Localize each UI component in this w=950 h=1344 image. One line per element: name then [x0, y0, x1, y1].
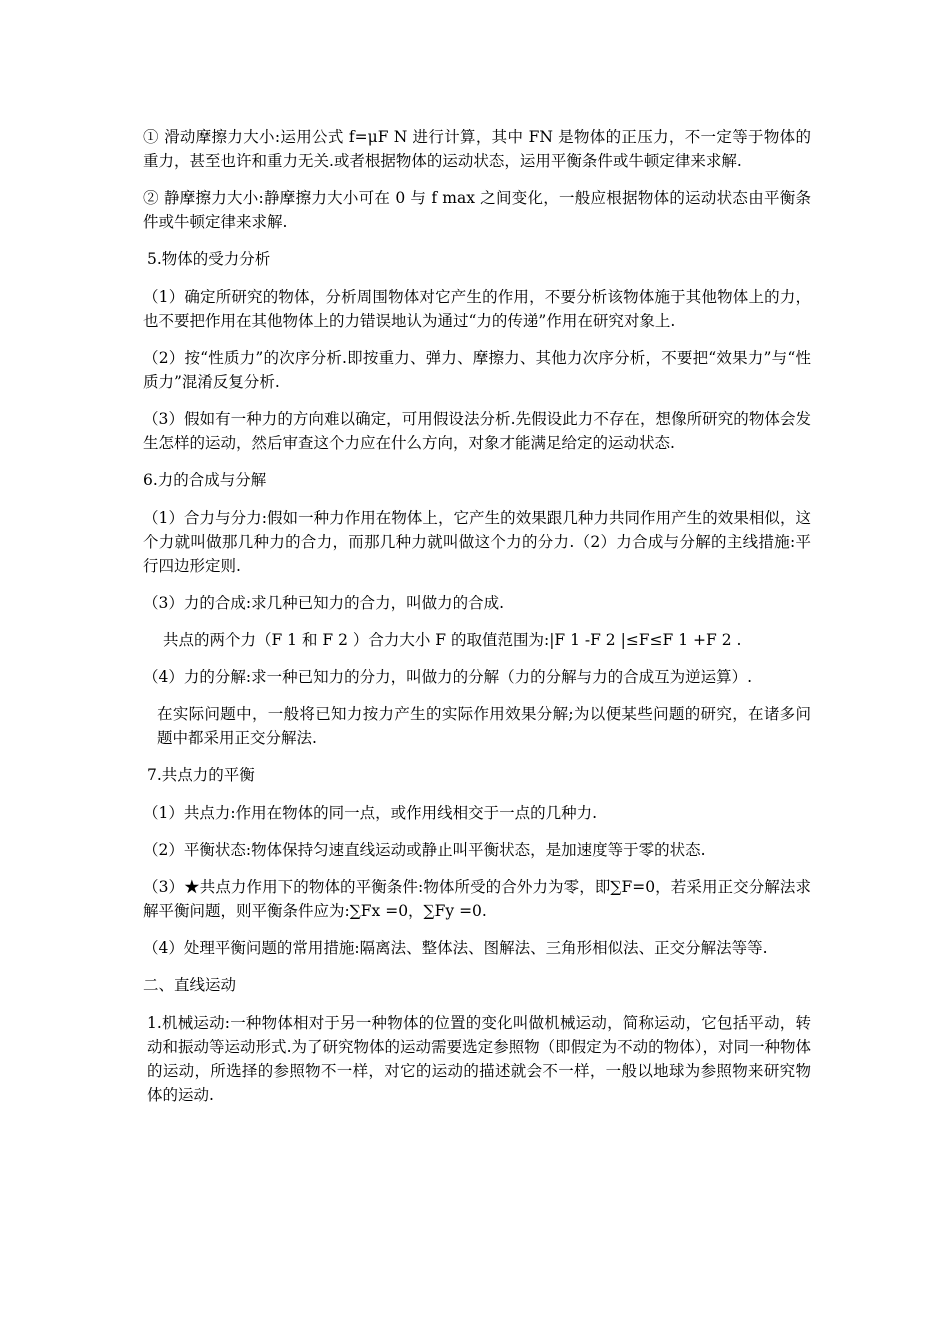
paragraph-mechanical-motion: 1.机械运动:一种物体相对于另一种物体的位置的变化叫做机械运动，简称运动，它包括平动，转动和振动等运动形式.为了研究物体的运动需要选定参照物（即假定为不动的物体），对同一种物体的运动，所选择的参照物不一样，对它的运动的描述就会不一样，一般以地球为参照物来研究物体的运动. [147, 1014, 811, 1104]
section-heading-composition: 6.力的合成与分解 [143, 471, 267, 489]
paragraph-orthogonal-decomposition: 在实际问题中，一般将已知力按力产生的实际作用效果分解;为以便某些问题的研究，在诸多问题中都采用正交分解法. [157, 705, 811, 747]
paragraph-resultant-range: 共点的两个力（F 1 和 F 2 ）合力大小 F 的取值范围为:|F 1 -F 2 |≤F≤F 1 +F 2 . [163, 631, 742, 649]
paragraph-equilibrium-2: （2）平衡状态:物体保持匀速直线运动或静止叫平衡状态，是加速度等于零的状态. [143, 841, 706, 859]
paragraph-composition-1: （1）合力与分力:假如一种力作用在物体上，它产生的效果跟几种力共同作用产生的效果相似，这个力就叫做那几种力的合力，而那几种力就叫做这个力的分力.（2）力合成与分解的主线措施:平行四边形定则. [143, 509, 811, 575]
paragraph-equilibrium-4: （4）处理平衡问题的常用措施:隔离法、整体法、图解法、三角形相似法、正交分解法等等. [143, 939, 768, 957]
paragraph-equilibrium-1: （1）共点力:作用在物体的同一点，或作用线相交于一点的几种力. [143, 804, 598, 822]
paragraph-equilibrium-3: （3）★共点力作用下的物体的平衡条件:物体所受的合外力为零，即∑F=0，若采用正交分解法求解平衡问题，则平衡条件应为:∑Fx =0，∑Fy =0. [143, 878, 811, 920]
chapter-heading-linear-motion: 二、直线运动 [143, 976, 237, 994]
document-page [143, 125, 811, 1120]
section-heading-force-analysis: 5.物体的受力分析 [147, 250, 271, 268]
paragraph-composition-3: （3）力的合成:求几种已知力的合力，叫做力的合成. [143, 594, 505, 612]
paragraph-static-friction: ② 静摩擦力大小:静摩擦力大小可在 0 与 f max 之间变化，一般应根据物体的运动状态由平衡条件或牛顿定律来求解. [143, 189, 811, 231]
paragraph-decomposition-4: （4）力的分解:求一种已知力的分力，叫做力的分解（力的分解与力的合成互为逆运算）. [143, 668, 753, 686]
paragraph-force-analysis-1: （1）确定所研究的物体，分析周围物体对它产生的作用，不要分析该物体施于其他物体上的力，也不要把作用在其他物体上的力错误地认为通过“力的传递”作用在研究对象上. [143, 288, 811, 330]
paragraph-force-analysis-3: （3）假如有一种力的方向难以确定，可用假设法分析.先假设此力不存在，想像所研究的物体会发生怎样的运动，然后审查这个力应在什么方向，对象才能满足给定的运动状态. [143, 410, 811, 452]
paragraph-sliding-friction: ① 滑动摩擦力大小:运用公式 f=μF N 进行计算，其中 FN 是物体的正压力，不一定等于物体的重力，甚至也许和重力无关.或者根据物体的运动状态，运用平衡条件或牛顿定律来求解. [143, 128, 811, 170]
paragraph-force-analysis-2: （2）按“性质力”的次序分析.即按重力、弹力、摩擦力、其他力次序分析，不要把“效果力”与“性质力”混淆反复分析. [143, 349, 811, 391]
section-heading-equilibrium: 7.共点力的平衡 [147, 766, 255, 784]
